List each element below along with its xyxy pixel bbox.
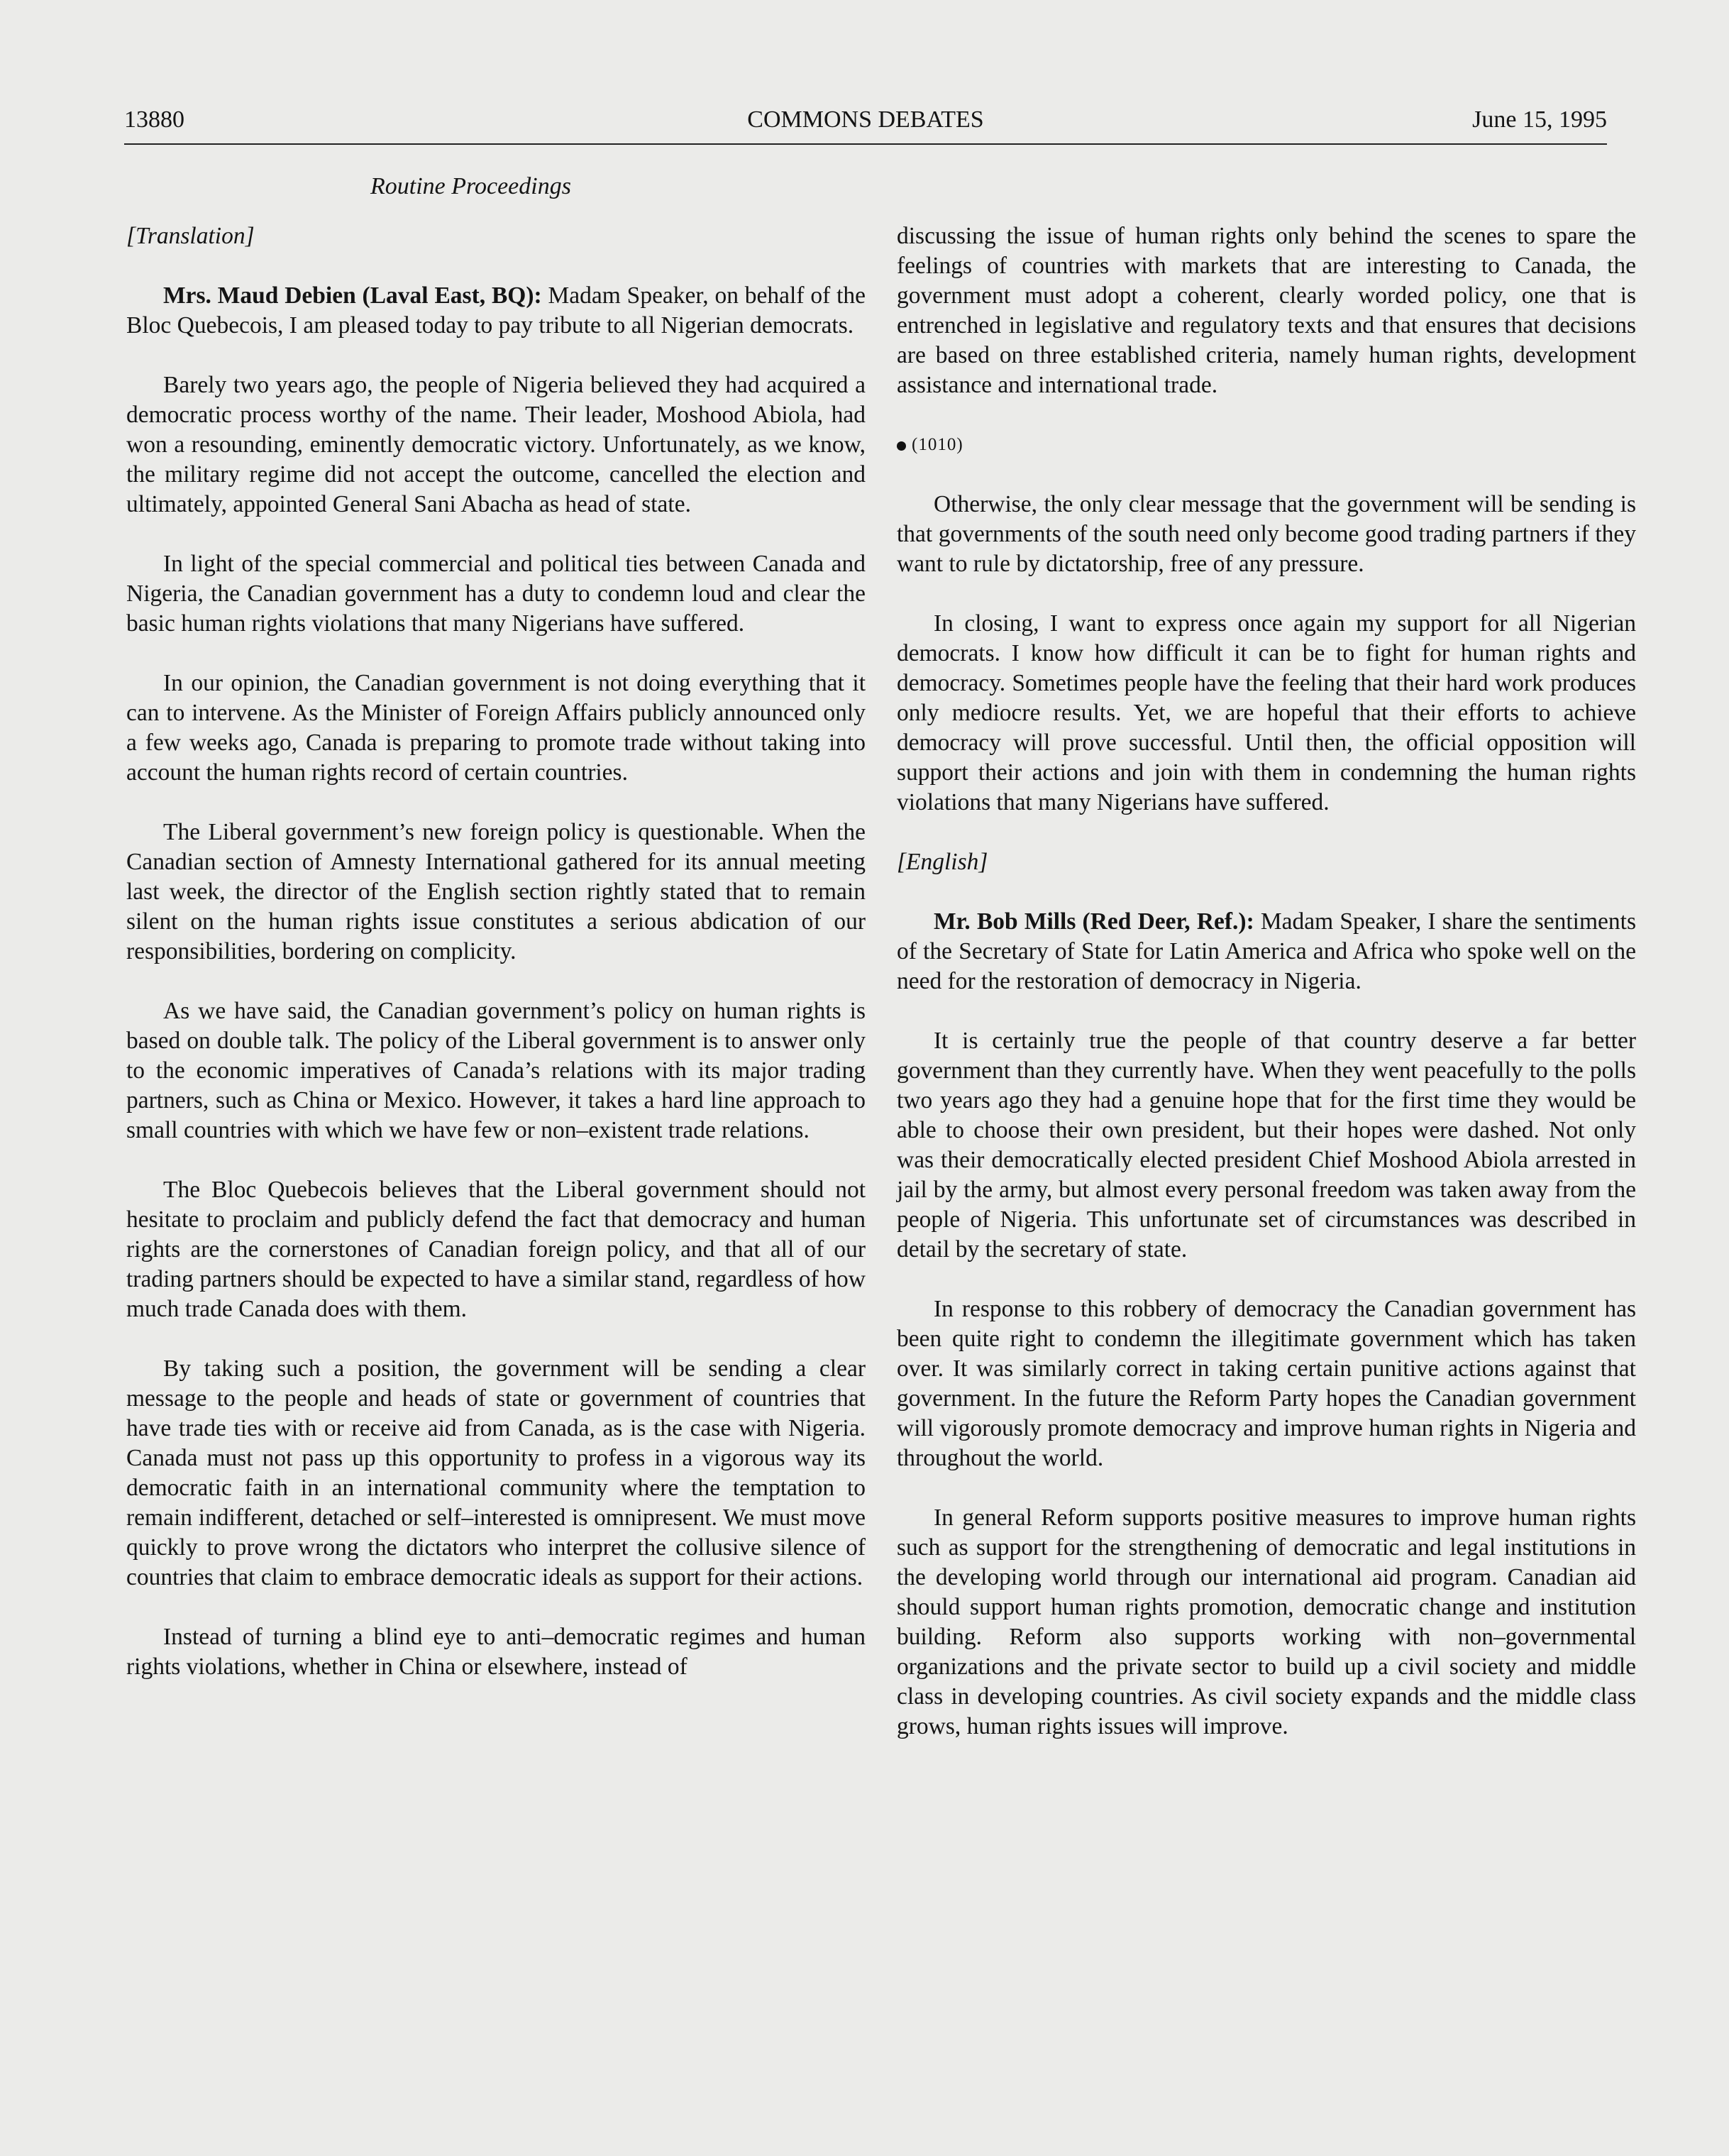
- time-marker-text: (1010): [912, 435, 963, 454]
- page-header: [124, 106, 1607, 145]
- paragraph: By taking such a position, the government will be sending a clear message to the people and heads of state or government of countries that have trade ties with or receive aid from Canada, as is the case with Nigeria. Canada must not pass up this opportunity to profess in a vigorous way its democratic faith in an international community where the temptation to remain indifferent, detached or self–interested is omnipresent. We must move quickly to prove wrong the dictators who interpret the collusive silence of countries that claim to embrace democratic ideals as support for their actions.: [126, 1355, 866, 1590]
- paragraph: Barely two years ago, the people of Nigeria believed they had acquired a democratic process worthy of the name. Their leader, Moshood Abiola, had won a resounding, eminently democratic victory. Unfortunately, as we know, the military regime did not accept the outcome, cancelled the election and ultimately, appointed General Sani Abacha as head of state.: [126, 372, 866, 517]
- left-column: [126, 221, 866, 1712]
- speech-text: Madam Speaker, on behalf of the Bloc Quebecois, I am pleased today to pay tribute to all Nigerian democrats.: [126, 282, 866, 339]
- paragraph: [126, 281, 866, 341]
- paragraph: In general Reform supports positive measures to improve human rights such as support for the strengthening of democratic and legal institutions in the developing world through our international aid program. Canadian aid should support human rights promotion, democratic change and institution building. Reform also supports working with non–governmental organizations and the private sector to build up a civil society and middle class in developing countries. As civil society expands and the middle class grows, human rights issues will improve.: [897, 1505, 1636, 1739]
- paragraph: Instead of turning a blind eye to anti–democratic regimes and human rights violations, whether in China or elsewhere, instead of: [126, 1624, 866, 1680]
- language-marker-english: [English]: [897, 849, 988, 875]
- page-number: 13880: [124, 106, 184, 133]
- paragraph: discussing the issue of human rights only behind the scenes to spare the feelings of countries with markets that are interesting to Canada, the government must adopt a coherent, clearly worded policy, one that is entrenched in legislative and regulatory texts and that ensures that decisions are based on three established criteria, namely human rights, development assistance and international trade.: [897, 223, 1636, 398]
- paragraph: The Bloc Quebecois believes that the Liberal government should not hesitate to proclaim and publicly defend the fact that democracy and human rights are the cornerstones of Canadian foreign policy, and that all of our trading partners should be expected to have a similar stand, regardless of how much trade Canada does with them.: [126, 1177, 866, 1322]
- paragraph: [897, 907, 1636, 996]
- paragraph: As we have said, the Canadian government’s policy on human rights is based on double talk. The policy of the Liberal government is to answer only to the economic imperatives of Canada’s relations with its major trading partners, such as China or Mexico. However, it takes a hard line approach to small countries with which we have few or non–existent trade relations.: [126, 998, 866, 1143]
- issue-date: June 15, 1995: [1472, 106, 1607, 133]
- language-marker-translation: [Translation]: [126, 223, 255, 249]
- paragraph: Otherwise, the only clear message that the government will be sending is that governments of the south need only become good trading partners if they want to rule by dictatorship, free of any pressure.: [897, 491, 1636, 577]
- time-marker: [897, 430, 1636, 460]
- speaker-name: Mrs. Maud Debien (Laval East, BQ):: [163, 282, 542, 309]
- right-column: [897, 221, 1636, 1771]
- paragraph: The Liberal government’s new foreign policy is questionable. When the Canadian section of Amnesty International gathered for its annual meeting last week, the director of the English section rightly stated that to remain silent on the human rights issue constitutes a serious abdication of our responsibilities, bordering on complicity.: [126, 819, 866, 964]
- paragraph: It is certainly true the people of that country deserve a far better government than they currently have. When they went peacefully to the polls two years ago they had a genuine hope that for the first time they would be able to choose their own president, but their hopes were dashed. Not only was their democratically elected president Chief Moshood Abiola arrested in jail by the army, but almost every personal freedom was taken away from the people of Nigeria. This unfortunate set of circumstances was described in detail by the secretary of state.: [897, 1028, 1636, 1263]
- paragraph: In our opinion, the Canadian government is not doing everything that it can to intervene. As the Minister of Foreign Affairs publicly announced only a few weeks ago, Canada is preparing to promote trade without taking into account the human rights record of certain countries.: [126, 670, 866, 786]
- journal-title: COMMONS DEBATES: [747, 106, 984, 133]
- section-title: Routine Proceedings: [370, 173, 571, 199]
- speaker-name: Mr. Bob Mills (Red Deer, Ref.):: [934, 908, 1254, 935]
- paragraph: In response to this robbery of democracy the Canadian government has been quite right to condemn the illegitimate government which has taken over. It was similarly correct in taking certain punitive actions against that government. In the future the Reform Party hopes the Canadian government will vigorously promote democracy and improve human rights in Nigeria and throughout the world.: [897, 1296, 1636, 1471]
- paragraph: In closing, I want to express once again my support for all Nigerian democrats. I know how difficult it can be to fight for human rights and democracy. Sometimes people have the feeling that their hard work produces only mediocre results. Yet, we are hopeful that their efforts to achieve democracy will prove successful. Until then, the official opposition will support their actions and join with them in condemning the human rights violations that many Nigerians have suffered.: [897, 610, 1636, 815]
- speech-text: Madam Speaker, I share the sentiments of the Secretary of State for Latin America and Africa who spoke well on the need for the restoration of democracy in Nigeria.: [897, 908, 1636, 994]
- bullet-icon: [897, 441, 906, 451]
- paragraph: In light of the special commercial and political ties between Canada and Nigeria, the Canadian government has a duty to condemn loud and clear the basic human rights violations that many Nigerians have suffered.: [126, 551, 866, 637]
